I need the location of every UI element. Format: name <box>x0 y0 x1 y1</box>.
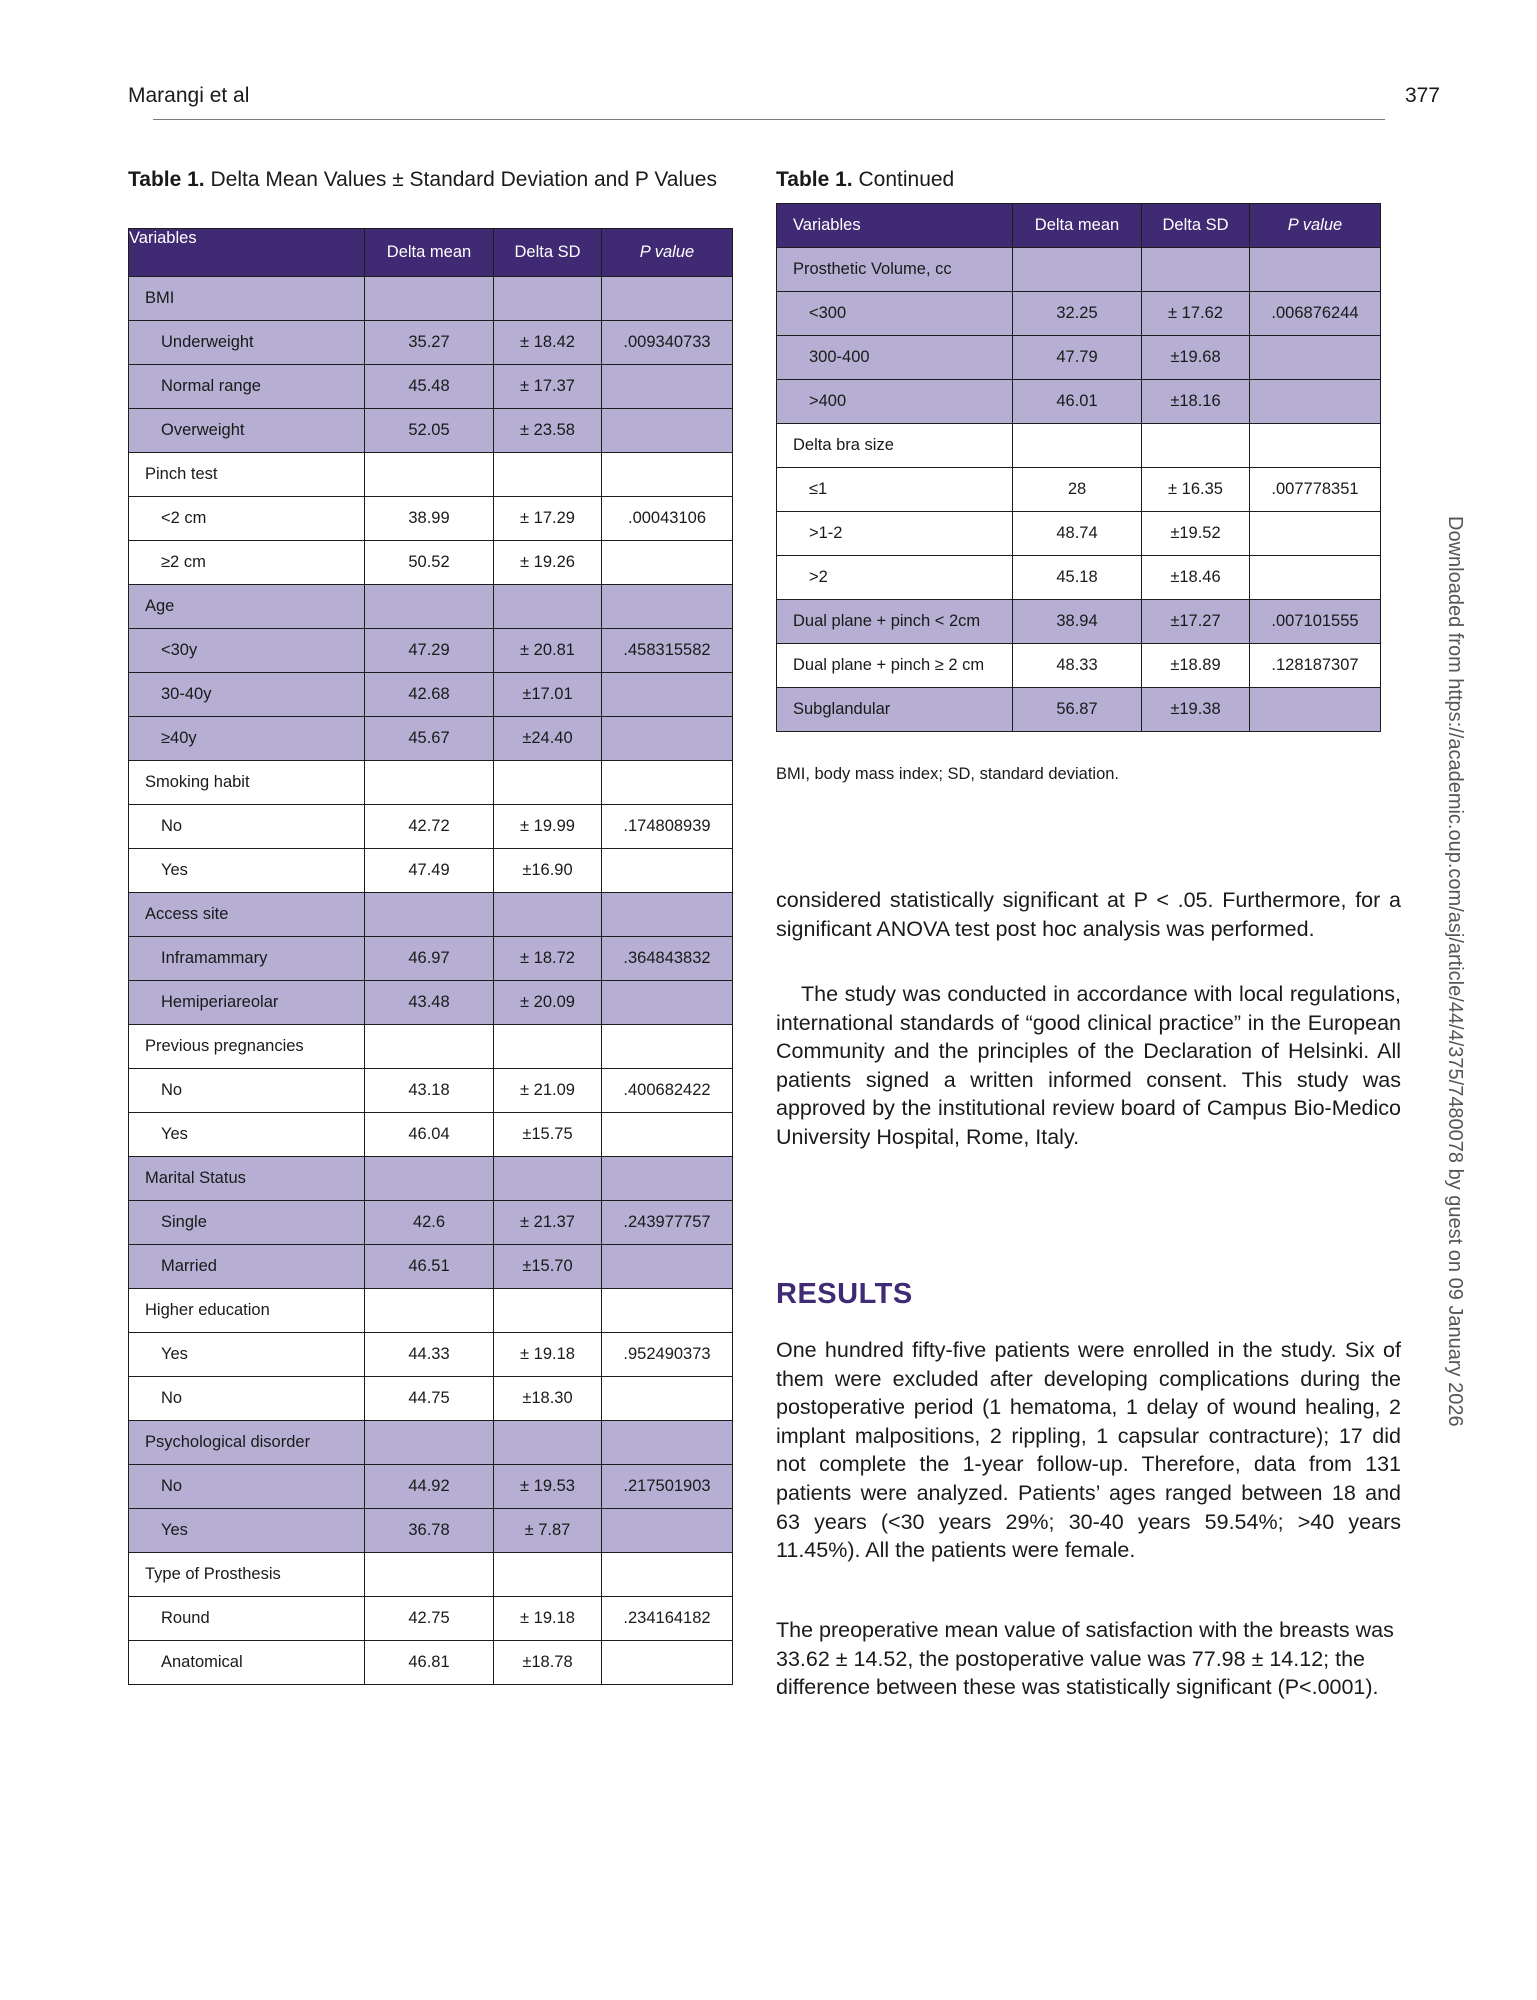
table-row <box>777 600 1381 644</box>
cell-p-value <box>602 981 733 1025</box>
table-row <box>129 1201 733 1245</box>
cell-variable: Previous pregnancies <box>129 1025 365 1069</box>
cell-delta-mean <box>365 1421 494 1465</box>
cell-p-value: .007101555 <box>1250 600 1381 644</box>
cell-p-value: .006876244 <box>1250 292 1381 336</box>
body-paragraph: One hundred fifty-five patients were enrolled in the study. Six of them were excluded after developing complications during the postoperative period (1 hematoma, 1 delay of wound healing, 2 implant malpositions, 2 rippling, 1 capsular contracture); 17 did not complete the 1-year follow-up. Therefore, data from 131 patients were analyzed. Patients’ ages ranged between 18 and 63 years (<30 years 29%; 30-40 years 59.54%; >40 years 11.45%). All the patients were female. <box>776 1338 1401 1563</box>
table-row <box>129 981 733 1025</box>
p-value-header-text: P value <box>639 243 695 261</box>
cell-p-value <box>602 893 733 937</box>
cell-variable: Single <box>129 1201 365 1245</box>
cell-delta-sd: ± 20.09 <box>494 981 602 1025</box>
table-row <box>777 512 1381 556</box>
cell-variable: 30-40y <box>129 673 365 717</box>
cell-variable: Higher education <box>129 1289 365 1333</box>
cell-delta-sd <box>494 1025 602 1069</box>
cell-delta-sd: ±18.78 <box>494 1641 602 1685</box>
table-row <box>129 1641 733 1685</box>
cell-delta-sd <box>494 893 602 937</box>
table-row <box>129 1377 733 1421</box>
cell-delta-mean: 46.04 <box>365 1113 494 1157</box>
table-row <box>129 321 733 365</box>
table-caption-text: Continued <box>858 168 955 191</box>
table-row <box>129 497 733 541</box>
cell-variable: Age <box>129 585 365 629</box>
cell-delta-sd: ± 21.09 <box>494 1069 602 1113</box>
cell-delta-sd <box>494 1553 602 1597</box>
cell-delta-mean <box>365 1553 494 1597</box>
table-row <box>129 1597 733 1641</box>
cell-delta-mean <box>1013 248 1142 292</box>
cell-p-value: .234164182 <box>602 1597 733 1641</box>
cell-variable: ≤1 <box>777 468 1013 512</box>
cell-p-value <box>602 1421 733 1465</box>
cell-delta-mean: 32.25 <box>1013 292 1142 336</box>
cell-p-value <box>1250 688 1381 732</box>
cell-delta-mean: 42.6 <box>365 1201 494 1245</box>
cell-delta-sd: ±17.01 <box>494 673 602 717</box>
cell-p-value <box>602 1377 733 1421</box>
table-row <box>129 629 733 673</box>
cell-delta-mean: 48.74 <box>1013 512 1142 556</box>
cell-p-value: .952490373 <box>602 1333 733 1377</box>
column-header-variables: Variables <box>129 229 365 277</box>
cell-delta-mean: 46.97 <box>365 937 494 981</box>
table-row <box>777 468 1381 512</box>
table-header-row <box>777 204 1381 248</box>
cell-variable: Type of Prosthesis <box>129 1553 365 1597</box>
table-row <box>129 1113 733 1157</box>
cell-delta-sd <box>494 1157 602 1201</box>
cell-delta-sd: ±18.30 <box>494 1377 602 1421</box>
table-row <box>777 424 1381 468</box>
cell-p-value: .243977757 <box>602 1201 733 1245</box>
table-caption-text: Delta Mean Values ± Standard Deviation and P Values <box>210 168 717 191</box>
column-header-p-value <box>1250 204 1381 248</box>
cell-delta-sd: ± 19.18 <box>494 1597 602 1641</box>
cell-variable: Access site <box>129 893 365 937</box>
table-row <box>129 761 733 805</box>
cell-delta-mean <box>365 1289 494 1333</box>
cell-delta-sd: ± 20.81 <box>494 629 602 673</box>
table-body-left <box>129 277 733 1685</box>
cell-delta-sd: ±18.89 <box>1142 644 1250 688</box>
cell-p-value <box>602 1553 733 1597</box>
cell-p-value: .007778351 <box>1250 468 1381 512</box>
cell-delta-mean: 47.79 <box>1013 336 1142 380</box>
cell-delta-sd <box>494 585 602 629</box>
cell-variable: Overweight <box>129 409 365 453</box>
cell-p-value: .174808939 <box>602 805 733 849</box>
cell-delta-sd <box>1142 424 1250 468</box>
table-row <box>129 1069 733 1113</box>
cell-delta-mean: 44.92 <box>365 1465 494 1509</box>
cell-delta-mean: 45.48 <box>365 365 494 409</box>
body-paragraph: The preoperative mean value of satisfaction with the breasts was 33.62 ± 14.52, the postoperative value was 77.98 ± 14.12; the difference between these was statistically significant (P<.0001). <box>776 1618 1394 1700</box>
cell-variable: Delta bra size <box>777 424 1013 468</box>
body-paragraph: The study was conducted in accordance with local regulations, international standards of “good clinical practice” in the European Community and the principles of the Declaration of Helsinki. All patients signed a written informed consent. This study was approved by the institutional review board of Campus Bio-Medico University Hospital, Rome, Italy. <box>776 982 1401 1149</box>
cell-delta-sd: ± 19.18 <box>494 1333 602 1377</box>
cell-delta-mean: 28 <box>1013 468 1142 512</box>
data-table-left <box>128 228 733 1685</box>
cell-delta-mean: 47.29 <box>365 629 494 673</box>
cell-variable: Anatomical <box>129 1641 365 1685</box>
cell-p-value <box>1250 336 1381 380</box>
cell-delta-sd: ±19.52 <box>1142 512 1250 556</box>
cell-variable: Marital Status <box>129 1157 365 1201</box>
cell-delta-sd: ±24.40 <box>494 717 602 761</box>
cell-delta-sd: ±17.27 <box>1142 600 1250 644</box>
table-row <box>129 277 733 321</box>
cell-delta-mean: 35.27 <box>365 321 494 365</box>
cell-delta-sd <box>1142 248 1250 292</box>
column-header-p-value <box>602 229 733 277</box>
cell-delta-sd: ± 17.62 <box>1142 292 1250 336</box>
cell-delta-sd <box>494 761 602 805</box>
table-row <box>129 541 733 585</box>
section-heading-results: RESULTS <box>776 1278 913 1310</box>
cell-variable: Married <box>129 1245 365 1289</box>
cell-delta-sd <box>494 1421 602 1465</box>
cell-delta-mean <box>365 893 494 937</box>
cell-delta-mean <box>365 585 494 629</box>
table-row <box>129 409 733 453</box>
cell-delta-mean: 45.18 <box>1013 556 1142 600</box>
cell-variable: Underweight <box>129 321 365 365</box>
table-caption-label: Table 1. <box>128 168 205 191</box>
cell-p-value <box>602 1641 733 1685</box>
cell-p-value <box>602 1509 733 1553</box>
cell-variable: Yes <box>129 1509 365 1553</box>
cell-variable: <300 <box>777 292 1013 336</box>
cell-variable: Smoking habit <box>129 761 365 805</box>
table-body-right <box>777 248 1381 732</box>
cell-delta-mean: 36.78 <box>365 1509 494 1553</box>
cell-delta-sd: ± 17.37 <box>494 365 602 409</box>
table-row <box>129 365 733 409</box>
cell-variable: Yes <box>129 849 365 893</box>
cell-variable: Dual plane + pinch ≥ 2 cm <box>777 644 1013 688</box>
cell-delta-sd: ±19.68 <box>1142 336 1250 380</box>
cell-variable: Pinch test <box>129 453 365 497</box>
cell-delta-mean: 47.49 <box>365 849 494 893</box>
cell-delta-mean: 38.94 <box>1013 600 1142 644</box>
cell-delta-sd: ± 16.35 <box>1142 468 1250 512</box>
cell-variable: >2 <box>777 556 1013 600</box>
cell-delta-sd: ± 19.99 <box>494 805 602 849</box>
cell-delta-sd: ± 18.72 <box>494 937 602 981</box>
cell-variable: Round <box>129 1597 365 1641</box>
table-row <box>129 893 733 937</box>
table-row <box>777 336 1381 380</box>
cell-delta-mean <box>365 1025 494 1069</box>
cell-delta-sd: ± 23.58 <box>494 409 602 453</box>
cell-delta-mean: 48.33 <box>1013 644 1142 688</box>
table-row <box>129 673 733 717</box>
cell-delta-sd: ± 7.87 <box>494 1509 602 1553</box>
cell-delta-mean <box>365 1157 494 1201</box>
cell-delta-mean <box>365 453 494 497</box>
table-row <box>129 849 733 893</box>
table-caption-right <box>776 166 1380 193</box>
table-row <box>129 1289 733 1333</box>
cell-delta-sd: ± 19.26 <box>494 541 602 585</box>
cell-p-value <box>602 1025 733 1069</box>
cell-variable: Normal range <box>129 365 365 409</box>
table-row <box>129 805 733 849</box>
cell-p-value: .458315582 <box>602 629 733 673</box>
cell-delta-sd: ± 17.29 <box>494 497 602 541</box>
cell-variable: Hemiperiareolar <box>129 981 365 1025</box>
table-row <box>129 453 733 497</box>
cell-variable: Psychological disorder <box>129 1421 365 1465</box>
cell-variable: BMI <box>129 277 365 321</box>
cell-variable: >400 <box>777 380 1013 424</box>
cell-variable: Dual plane + pinch < 2cm <box>777 600 1013 644</box>
cell-delta-sd: ±19.38 <box>1142 688 1250 732</box>
cell-variable: No <box>129 805 365 849</box>
cell-p-value: .009340733 <box>602 321 733 365</box>
cell-variable: >1-2 <box>777 512 1013 556</box>
cell-p-value <box>602 453 733 497</box>
cell-p-value <box>602 1157 733 1201</box>
cell-delta-sd: ±15.70 <box>494 1245 602 1289</box>
cell-variable: No <box>129 1377 365 1421</box>
cell-delta-mean <box>1013 424 1142 468</box>
cell-delta-sd: ± 21.37 <box>494 1201 602 1245</box>
column-header-delta-mean: Delta mean <box>1013 204 1142 248</box>
cell-delta-mean <box>365 761 494 805</box>
table-row <box>129 1245 733 1289</box>
cell-delta-sd: ±16.90 <box>494 849 602 893</box>
table-row <box>129 1509 733 1553</box>
table-caption-left <box>128 166 732 193</box>
cell-p-value: .364843832 <box>602 937 733 981</box>
cell-delta-mean: 42.68 <box>365 673 494 717</box>
table-row <box>129 1553 733 1597</box>
table-row <box>129 1025 733 1069</box>
cell-variable: Yes <box>129 1113 365 1157</box>
cell-p-value <box>602 673 733 717</box>
cell-delta-mean: 46.81 <box>365 1641 494 1685</box>
table-row <box>129 1465 733 1509</box>
table-row <box>129 717 733 761</box>
cell-p-value <box>602 1113 733 1157</box>
cell-p-value <box>602 761 733 805</box>
cell-delta-mean: 38.99 <box>365 497 494 541</box>
cell-delta-mean: 42.72 <box>365 805 494 849</box>
cell-delta-mean: 45.67 <box>365 717 494 761</box>
column-header-variables: Variables <box>777 204 1013 248</box>
table-row <box>777 688 1381 732</box>
cell-variable: <2 cm <box>129 497 365 541</box>
cell-variable: 300-400 <box>777 336 1013 380</box>
cell-p-value <box>602 849 733 893</box>
cell-p-value <box>1250 248 1381 292</box>
table-row <box>129 937 733 981</box>
cell-delta-sd: ±18.46 <box>1142 556 1250 600</box>
cell-variable: <30y <box>129 629 365 673</box>
cell-delta-sd: ± 18.42 <box>494 321 602 365</box>
cell-p-value <box>602 1245 733 1289</box>
cell-p-value <box>602 1289 733 1333</box>
table-row <box>129 1157 733 1201</box>
cell-p-value <box>602 541 733 585</box>
cell-delta-mean <box>365 277 494 321</box>
table-row <box>777 644 1381 688</box>
cell-variable: Subglandular <box>777 688 1013 732</box>
cell-variable: Inframammary <box>129 937 365 981</box>
cell-p-value <box>602 365 733 409</box>
cell-delta-sd: ±15.75 <box>494 1113 602 1157</box>
cell-delta-sd <box>494 453 602 497</box>
page-number: 377 <box>1404 84 1440 107</box>
cell-p-value <box>1250 380 1381 424</box>
cell-p-value <box>602 409 733 453</box>
cell-delta-mean: 43.18 <box>365 1069 494 1113</box>
cell-p-value: .128187307 <box>1250 644 1381 688</box>
data-table-right <box>776 203 1381 732</box>
cell-delta-sd: ± 19.53 <box>494 1465 602 1509</box>
cell-p-value <box>1250 556 1381 600</box>
running-author: Marangi et al <box>128 84 250 107</box>
header-rule <box>153 119 1385 120</box>
cell-p-value <box>602 585 733 629</box>
body-paragraph: considered statistically significant at P < .05. Furthermore, for a significant ANOVA test post hoc analysis was performed. <box>776 888 1401 941</box>
table-row <box>777 556 1381 600</box>
table-row <box>777 380 1381 424</box>
cell-delta-sd <box>494 1289 602 1333</box>
cell-delta-sd <box>494 277 602 321</box>
cell-p-value <box>1250 424 1381 468</box>
table-row <box>777 248 1381 292</box>
column-header-delta-mean: Delta mean <box>365 229 494 277</box>
p-value-header-text: P value <box>1287 216 1343 234</box>
cell-p-value: .00043106 <box>602 497 733 541</box>
cell-variable: ≥40y <box>129 717 365 761</box>
cell-variable: ≥2 cm <box>129 541 365 585</box>
cell-p-value <box>1250 512 1381 556</box>
cell-delta-mean: 46.51 <box>365 1245 494 1289</box>
table-row <box>129 585 733 629</box>
column-header-delta-sd: Delta SD <box>1142 204 1250 248</box>
cell-p-value: .217501903 <box>602 1465 733 1509</box>
table-header-row <box>129 229 733 277</box>
cell-delta-mean: 56.87 <box>1013 688 1142 732</box>
cell-delta-mean: 42.75 <box>365 1597 494 1641</box>
column-header-delta-sd: Delta SD <box>494 229 602 277</box>
cell-delta-mean: 52.05 <box>365 409 494 453</box>
cell-delta-mean: 50.52 <box>365 541 494 585</box>
table-footnote: BMI, body mass index; SD, standard deviation. <box>776 765 1120 783</box>
cell-p-value <box>602 717 733 761</box>
table-row <box>129 1421 733 1465</box>
download-watermark-text: Downloaded from https://academic.oup.com/asj/article/44/4/375/7480078 by guest on 09 January 2026 <box>1444 516 1466 1427</box>
cell-delta-mean: 44.33 <box>365 1333 494 1377</box>
cell-variable: No <box>129 1465 365 1509</box>
cell-delta-mean: 46.01 <box>1013 380 1142 424</box>
cell-delta-mean: 44.75 <box>365 1377 494 1421</box>
cell-p-value: .400682422 <box>602 1069 733 1113</box>
table-row <box>129 1333 733 1377</box>
cell-delta-mean: 43.48 <box>365 981 494 1025</box>
cell-variable: Prosthetic Volume, cc <box>777 248 1013 292</box>
cell-delta-sd: ±18.16 <box>1142 380 1250 424</box>
cell-variable: No <box>129 1069 365 1113</box>
table-row <box>777 292 1381 336</box>
cell-p-value <box>602 277 733 321</box>
table-caption-label: Table 1. <box>776 168 853 191</box>
cell-variable: Yes <box>129 1333 365 1377</box>
